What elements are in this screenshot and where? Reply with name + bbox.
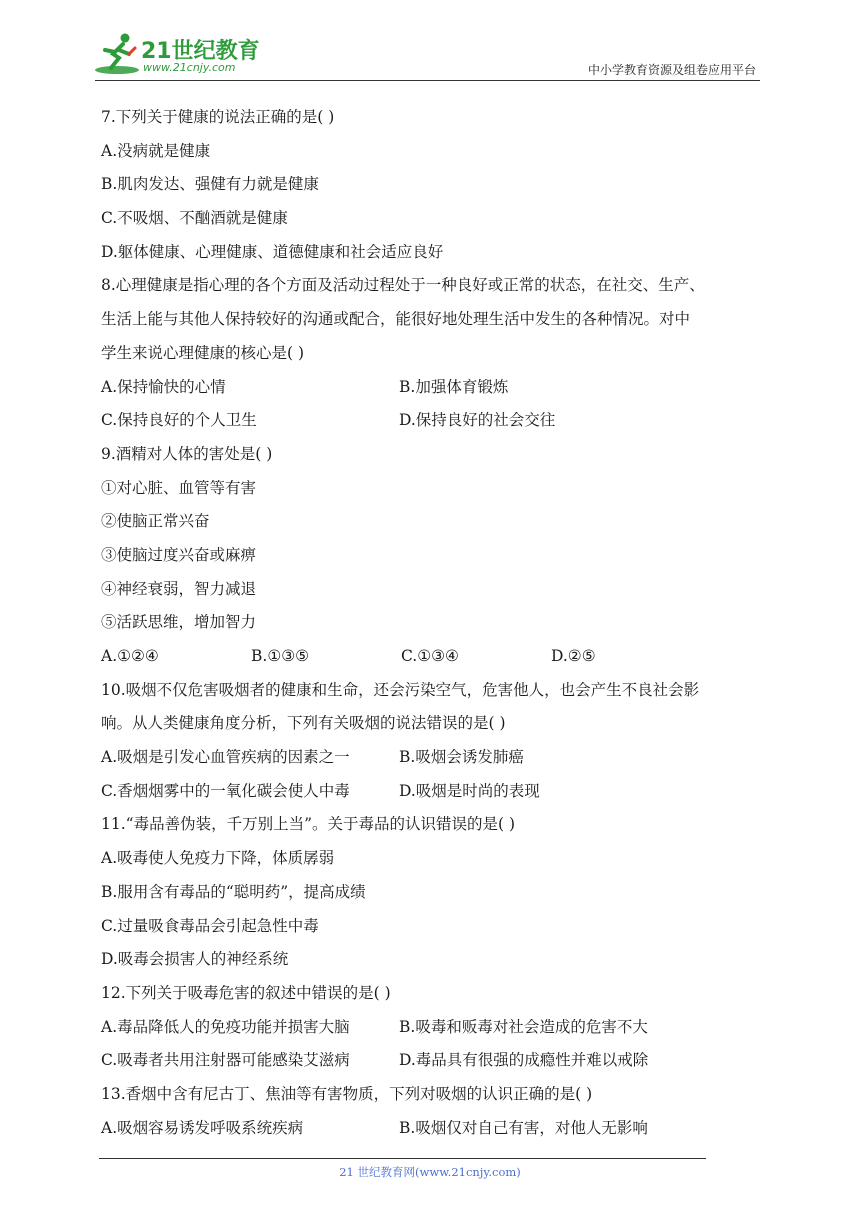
question-9	[101, 438, 781, 674]
footer-divider	[99, 1158, 706, 1159]
option-a: A.保持愉快的心情	[101, 377, 226, 396]
platform-name: 中小学教育资源及组卷应用平台	[587, 63, 756, 77]
question-13	[101, 1078, 781, 1145]
option-a: A.没病就是健康	[101, 141, 211, 160]
site-logo	[95, 30, 265, 78]
question-10	[101, 674, 781, 809]
runner-logo-icon	[95, 30, 143, 78]
option-b: B.吸烟会诱发肺癌	[399, 748, 524, 767]
option-d: D.保持良好的社会交往	[399, 411, 556, 430]
option-row	[101, 741, 781, 775]
question-12	[101, 977, 781, 1078]
statement-item: ⑤活跃思维，增加智力	[101, 613, 257, 632]
question-stem: 学生来说心理健康的核心是( )	[101, 343, 305, 362]
option-a: A.毒品降低人的免疫功能并损害大脑	[101, 1017, 350, 1036]
question-7	[101, 101, 781, 269]
option-d: D.②⑤	[551, 647, 596, 665]
option-b: B.服用含有毒品的“聪明药”，提高成绩	[101, 882, 366, 901]
option-row	[101, 1112, 781, 1146]
statement-item: ②使脑正常兴奋	[101, 512, 210, 531]
option-row	[101, 640, 781, 674]
question-stem: 7.下列关于健康的说法正确的是( )	[101, 108, 335, 126]
question-stem: 12.下列关于吸毒危害的叙述中错误的是( )	[101, 983, 391, 1002]
option-row	[101, 371, 781, 405]
option-a: A.吸毒使人免疫力下降，体质孱弱	[101, 849, 335, 868]
question-stem: 10.吸烟不仅危害吸烟者的健康和生命，还会污染空气，危害他人，也会产生不良社会影	[101, 680, 700, 699]
statement-item: ①对心脏、血管等有害	[101, 478, 257, 497]
option-b: B.加强体育锻炼	[399, 377, 509, 396]
option-c: C.过量吸食毒品会引起急性中毒	[101, 916, 319, 935]
page-footer: 21 世纪教育网(www.21cnjy.com)	[339, 1165, 521, 1179]
option-a: A.吸烟容易诱发呼吸系统疾病	[101, 1118, 304, 1137]
option-d: D.毒品具有很强的成瘾性并难以戒除	[399, 1051, 649, 1070]
question-stem: 13.香烟中含有尼古丁、焦油等有害物质，下列对吸烟的认识正确的是( )	[101, 1084, 593, 1103]
option-row	[101, 775, 781, 809]
option-row	[101, 1011, 781, 1045]
option-d: D.吸毒会损害人的神经系统	[101, 950, 289, 969]
option-a: A.①②④	[101, 647, 159, 665]
option-a: A.吸烟是引发心血管疾病的因素之一	[101, 748, 350, 767]
logo-url-text: www.21cnjy.com	[143, 61, 236, 74]
statement-item: ④神经衰弱，智力减退	[101, 579, 257, 598]
option-row	[101, 404, 781, 438]
question-stem: 8.心理健康是指心理的各个方面及活动过程处于一种良好或正常的状态，在社交、生产、	[101, 276, 705, 295]
question-stem: 响。从人类健康角度分析，下列有关吸烟的说法错误的是( )	[101, 714, 506, 733]
option-c: C.保持良好的个人卫生	[101, 411, 257, 430]
header-divider	[95, 80, 760, 81]
option-c: C.吸毒者共用注射器可能感染艾滋病	[101, 1051, 350, 1070]
option-d: D.吸烟是时尚的表现	[399, 781, 540, 800]
option-c: C.不吸烟、不酗酒就是健康	[101, 209, 288, 228]
statement-item: ③使脑过度兴奋或麻痹	[101, 545, 257, 564]
option-b: B.①③⑤	[251, 647, 310, 665]
question-stem: 9.酒精对人体的害处是( )	[101, 444, 273, 463]
option-b: B.吸毒和贩毒对社会造成的危害不大	[399, 1017, 648, 1036]
question-list	[101, 101, 781, 1145]
option-row	[101, 1044, 781, 1078]
option-b: B.肌肉发达、强健有力就是健康	[101, 175, 319, 194]
logo-brand-text: 21世纪教育	[141, 39, 260, 64]
question-8	[101, 269, 781, 437]
option-b: B.吸烟仅对自己有害，对他人无影响	[399, 1118, 648, 1137]
page-header	[95, 30, 760, 80]
question-11	[101, 808, 781, 976]
question-stem: 11.“毒品善伪装，千万别上当”。关于毒品的认识错误的是( )	[101, 815, 516, 834]
option-c: C.香烟烟雾中的一氧化碳会使人中毒	[101, 781, 350, 800]
question-stem: 生活上能与其他人保持较好的沟通或配合，能很好地处理生活中发生的各种情况。对中	[101, 310, 691, 329]
option-c: C.①③④	[401, 647, 459, 665]
option-d: D.躯体健康、心理健康、道德健康和社会适应良好	[101, 242, 444, 261]
